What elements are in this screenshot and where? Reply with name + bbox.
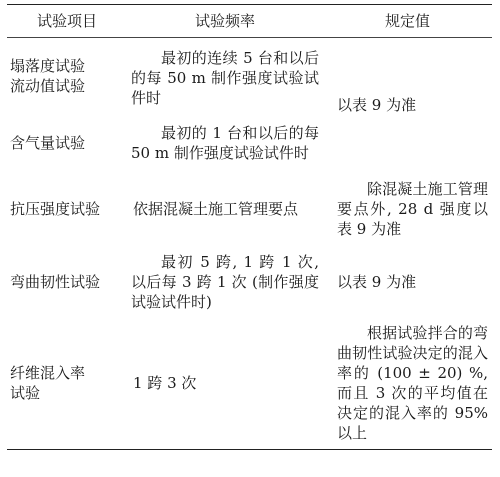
table-row (7, 318, 492, 450)
header-row (7, 5, 492, 38)
row-item-fiber: 纤维混入率 试验 (7, 318, 127, 450)
row-frequency-slump: 最初的连续 5 台和以后的每 50 m 制作强度试验试件时 (131, 48, 319, 107)
row-item-flexural: 弯曲韧性试验 (10, 272, 101, 291)
row-frequency-compressive: 依据混凝土施工管理要点 (133, 199, 299, 218)
row-standard-slump-air: 以表 9 为准 (337, 95, 417, 114)
row-standard-compressive: 除混凝土施工管理要点外, 28 d 强度以表 9 为准 (337, 179, 488, 238)
table-row (7, 38, 492, 114)
header-standard-value: 规定值 (323, 5, 492, 38)
row-standard-fiber: 根据试验拌合的弯曲韧性试验决定的混入率的 (100 ± 20) %, 而且 3 次的平均值在决定的混入率的 95% 以上 (323, 318, 492, 450)
header-test-frequency: 试验频率 (127, 5, 323, 38)
row-item-air-content: 含气量试验 (10, 133, 86, 152)
row-item-slump: 塌落度试验 流动值试验 (10, 56, 86, 95)
row-frequency-flexural: 最初 5 跨, 1 跨 1 次, 以后每 3 跨 1 次 (制作强度试验试件时) (131, 252, 319, 311)
row-standard-flexural: 以表 9 为准 (337, 272, 417, 291)
test-requirements-table (7, 4, 492, 450)
table-header (7, 5, 492, 38)
table-row (7, 246, 492, 318)
row-item-compressive: 抗压强度试验 (10, 199, 101, 218)
table-row (7, 172, 492, 246)
row-frequency-fiber: 1 跨 3 次 (127, 318, 323, 450)
row-frequency-air-content: 最初的 1 台和以后的每 50 m 制作强度试验试件时 (131, 123, 319, 162)
table-body (7, 38, 492, 450)
test-table-container (7, 4, 492, 450)
header-test-item: 试验项目 (7, 5, 127, 38)
